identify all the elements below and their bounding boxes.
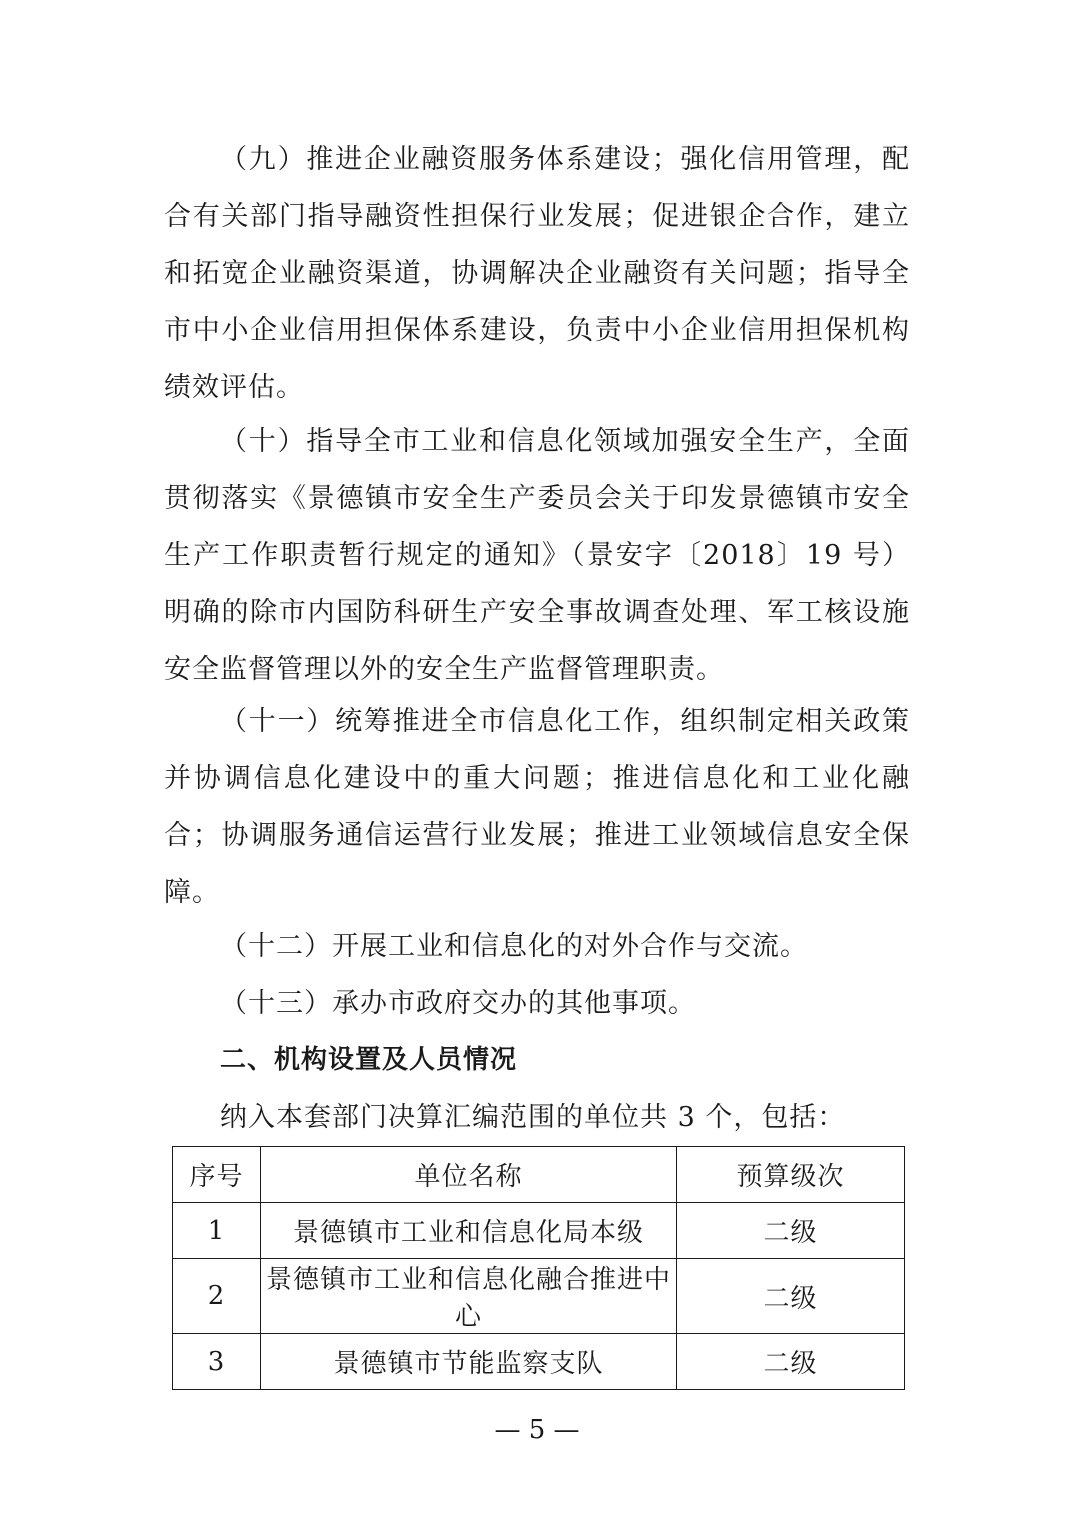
cell-name: 景德镇市工业和信息化局本级 — [261, 1203, 677, 1259]
header-no: 序号 — [173, 1147, 261, 1203]
table-row — [173, 1334, 905, 1390]
section-heading: 二、机构设置及人员情况 — [220, 1045, 518, 1075]
cell-name: 景德镇市节能监察支队 — [261, 1334, 677, 1390]
cell-no: 3 — [173, 1334, 261, 1390]
cell-name: 景德镇市工业和信息化融合推进中心 — [261, 1259, 677, 1334]
table-row — [173, 1203, 905, 1259]
cell-level: 二级 — [677, 1334, 905, 1390]
page-number: — 5 — — [494, 1415, 580, 1445]
table-header-row — [173, 1147, 905, 1203]
cell-no: 2 — [173, 1259, 261, 1334]
table-row — [173, 1259, 905, 1334]
cell-no: 1 — [173, 1203, 261, 1259]
paragraph-item-9: （九）推进企业融资服务体系建设；强化信用管理，配合有关部门指导融资性担保行业发展；促进银企合作，建立和拓宽企业融资渠道，协调解决企业融资有关问题；指导全市中小企业信用担保体系建设，负责中小企业信用担保机构绩效评估。 — [164, 144, 910, 403]
header-level: 预算级次 — [677, 1147, 905, 1203]
paragraph-item-13: （十三）承办市政府交办的其他事项。 — [220, 988, 696, 1019]
cell-level: 二级 — [677, 1259, 905, 1334]
cell-level: 二级 — [677, 1203, 905, 1259]
paragraph-item-12: （十二）开展工业和信息化的对外合作与交流。 — [220, 931, 808, 962]
section-intro: 纳入本套部门决算汇编范围的单位共 3 个，包括： — [220, 1102, 846, 1133]
paragraph-item-11: （十一）统筹推进全市信息化工作，组织制定相关政策并协调信息化建设中的重大问题；推进信息化和工业化融合；协调服务通信运营行业发展；推进工业领域信息安全保障。 — [164, 706, 910, 908]
units-table — [172, 1146, 905, 1390]
header-name: 单位名称 — [261, 1147, 677, 1203]
paragraph-item-10: （十）指导全市工业和信息化领域加强安全生产，全面贯彻落实《景德镇市安全生产委员会关于印发景德镇市安全生产工作职责暂行规定的通知》（景安字〔2018〕19 号）明确的除市内国防科研生产安全事故调查处理、军工核设施安全监督管理以外的安全生产监督管理职责。 — [164, 426, 910, 685]
